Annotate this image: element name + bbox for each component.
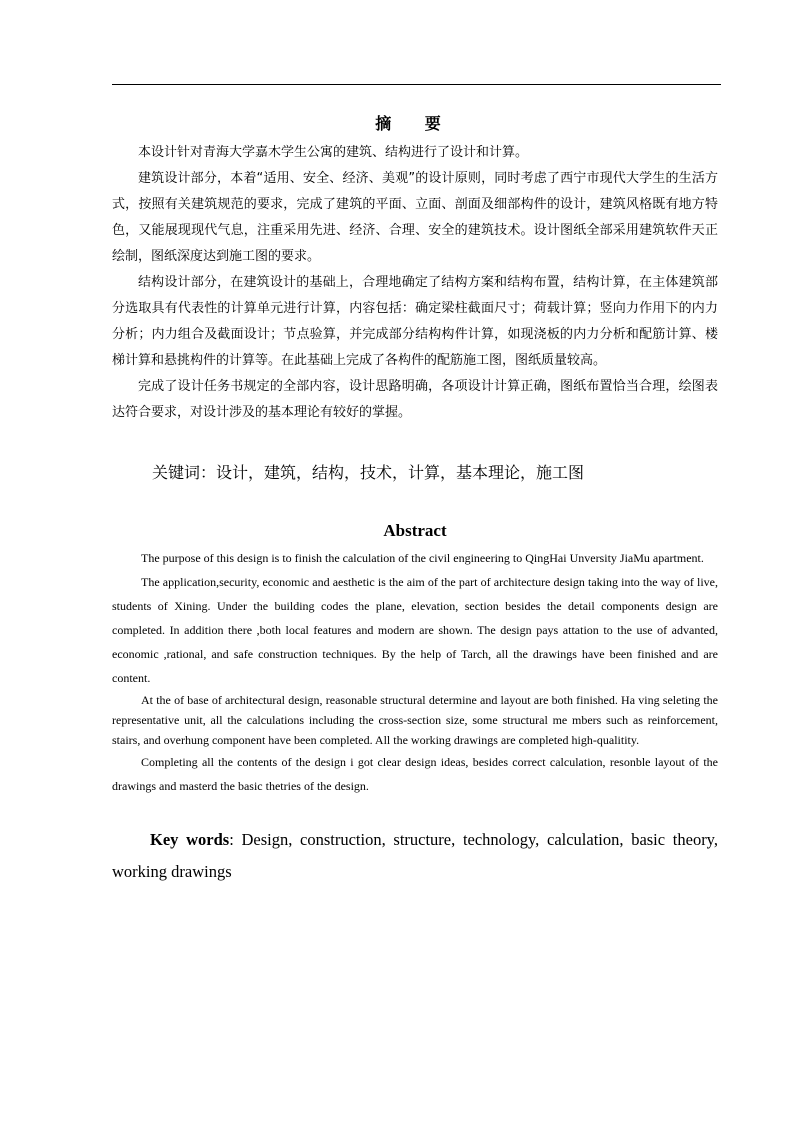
english-keywords [112, 824, 718, 888]
english-keywords-label: Key words [150, 830, 230, 849]
chinese-keywords [152, 460, 718, 486]
chinese-keywords-label: 关键词： [152, 463, 217, 482]
chinese-paragraph-1: 本设计针对青海大学嘉木学生公寓的建筑、结构进行了设计和计算。 [138, 145, 529, 160]
english-keywords-text: Design, construction, structure, technology, calculation, basic theory, working drawings [112, 830, 718, 881]
chinese-paragraph-3: 结构设计部分，在建筑设计的基础上，合理地确定了结构方案和结构布置，结构计算，在主体建筑部分选取具有代表性的计算单元进行计算，内容包括：确定梁柱截面尺寸；荷载计算；竖向力作用下的内力分析；内力组合及截面设计；节点验算，并完成部分结构构件计算，如现浇板的内力分析和配筋计算、楼梯计算和悬挑构件的计算等。在此基础上完成了各构件的配筋施工图，图纸质量较高。 [112, 275, 718, 368]
english-paragraph-1: The purpose of this design is to finish the calculation of the civil engineering to QingHai Unversity JiaMu apartment. [141, 551, 704, 565]
english-paragraph-2: The application,security, economic and aesthetic is the aim of the part of architecture design taking into the way of live, students of Xining. Under the building codes the plane, elevation, section besides the detail components design are completed. In addition there ,both local features and modern are shown. The design pays attation to the use of advanted, economic ,rational, and safe construction techniques. By the help of Tarch, all the drawings have been finished and are content. [112, 575, 718, 685]
chinese-keywords-text: 设计，建筑，结构，技术，计算，基本理论，施工图 [216, 463, 585, 482]
chinese-abstract-title: 摘 要 [375, 114, 455, 133]
chinese-paragraph-4: 完成了设计任务书规定的全部内容，设计思路明确，各项设计计算正确，图纸布置恰当合理，绘图表达符合要求，对设计涉及的基本理论有较好的掌握。 [112, 379, 718, 420]
english-abstract-title: Abstract [383, 521, 447, 540]
abstract-page [112, 112, 718, 888]
english-paragraph-3: At the of base of architectural design, reasonable structural determine and layout are both finished. Ha ving seleting the representative unit, all the calculations including the cross-section size, some structural me mbers such as reinforcement, stairs, and overhung component have been completed. All the working drawings are completed high-qualitity. [112, 693, 718, 747]
english-keywords-separator: : [229, 830, 234, 849]
english-paragraph-4: Completing all the contents of the design i got clear design ideas, besides correct calculation, resonble layout of the drawings and masterd the basic thetries of the design. [112, 755, 718, 793]
english-abstract [112, 520, 718, 888]
chinese-paragraph-2: 建筑设计部分，本着“适用、安全、经济、美观”的设计原则，同时考虑了西宁市现代大学生的生活方式，按照有关建筑规范的要求，完成了建筑的平面、立面、剖面及细部构件的设计，建筑风格既有地方特色，又能展现现代气息，注重采用先进、经济、合理、安全的建筑技术。设计图纸全部采用建筑软件天正绘制，图纸深度达到施工图的要求。 [112, 171, 718, 264]
chinese-abstract [112, 112, 718, 486]
header-rule [112, 84, 721, 85]
